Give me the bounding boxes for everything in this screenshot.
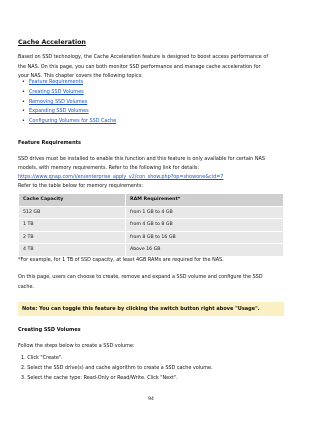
ram-requirement-cell: from 8 GB to 16 GB — [126, 231, 284, 244]
ram-requirement-cell: from 4 GB to 8 GB — [126, 219, 284, 232]
table-row — [19, 231, 284, 244]
column-header-cache-capacity: Cache Capacity — [19, 194, 126, 207]
creating-ssd-volumes-heading: Creating SSD Volumes — [18, 327, 81, 333]
table-row — [19, 206, 284, 219]
topic-link-expanding-ssd-volumes[interactable]: • Expanding SSD Volumes — [22, 107, 116, 117]
table-header-row — [19, 194, 284, 207]
intro-line-2: the NAS. On this page, you can both monitor SSD performance and manage cache acceleration for — [18, 64, 261, 70]
table-row — [19, 244, 284, 257]
page-description-line-2: cache. — [18, 284, 35, 290]
topics-list — [22, 78, 116, 127]
step-item: 1. Click "Create". — [21, 355, 63, 361]
cache-capacity-cell: 2 TB — [19, 231, 126, 244]
ram-requirement-cell: from 1 GB to 4 GB — [126, 206, 284, 219]
intro-line-3: your NAS. This chapter covers the following topics: — [18, 73, 143, 79]
column-header-ram-requirement: RAM Requirement* — [126, 194, 284, 207]
memory-requirements-table — [18, 193, 284, 257]
table-footnote: *For example, for 1 TB of SSD capacity, at least 4GB RAMs are required for the NAS. — [18, 257, 224, 263]
creating-steps-list — [21, 353, 213, 383]
requirements-line-2: models, with memory requirements. Refer to the following link for details: — [18, 165, 200, 171]
topic-link-removing-ssd-volumes[interactable]: • Removing SSD Volumes — [22, 98, 116, 108]
intro-line-1: Based on SSD technology, the Cache Acceleration feature is designed to boost access performance of — [18, 54, 269, 60]
creating-intro: Follow the steps below to create a SSD volume: — [18, 343, 135, 349]
topic-link-configuring-ssd-cache[interactable]: • Configuring Volumes for SSD Cache — [22, 117, 116, 127]
ram-requirement-cell: Above 16 GB — [126, 244, 284, 257]
qnap-requirements-link[interactable]: https://www.qnap.com/i/en/enterprise_apply_v2/con_show.php?op=showone&cid=7 — [18, 174, 224, 180]
page-number: 94 — [148, 397, 154, 402]
note-box — [18, 302, 284, 316]
section-title: Cache Acceleration — [18, 39, 86, 46]
cache-capacity-cell: 512 GB — [19, 206, 126, 219]
note-text: Note: You can toggle this feature by clicking the switch button right above "Usage". — [22, 306, 260, 312]
step-item: 2. Select the SSD drive(s) and cache algorithm to create a SSD cache volume. — [21, 365, 213, 371]
topic-link-feature-requirements[interactable]: • Feature Requirements — [22, 78, 116, 88]
cache-capacity-cell: 4 TB — [19, 244, 126, 257]
topic-link-creating-ssd-volumes[interactable]: • Creating SSD Volumes — [22, 88, 116, 98]
page-description-line-1: On this page, users can choose to create, remove and expand a SSD volume and configure the SSD — [18, 274, 263, 280]
feature-requirements-heading: Feature Requirements — [18, 140, 82, 146]
table-intro: Refer to the table below for memory requirements: — [18, 183, 144, 189]
manual-page — [18, 0, 284, 424]
table-row — [19, 219, 284, 232]
requirements-line-1: SSD drives must be installed to enable this function and this feature is only available for certain NAS — [18, 156, 265, 162]
step-item: 3. Select the cache type: Read-Only or Read/Write. Click "Next". — [21, 375, 178, 381]
cache-capacity-cell: 1 TB — [19, 219, 126, 232]
